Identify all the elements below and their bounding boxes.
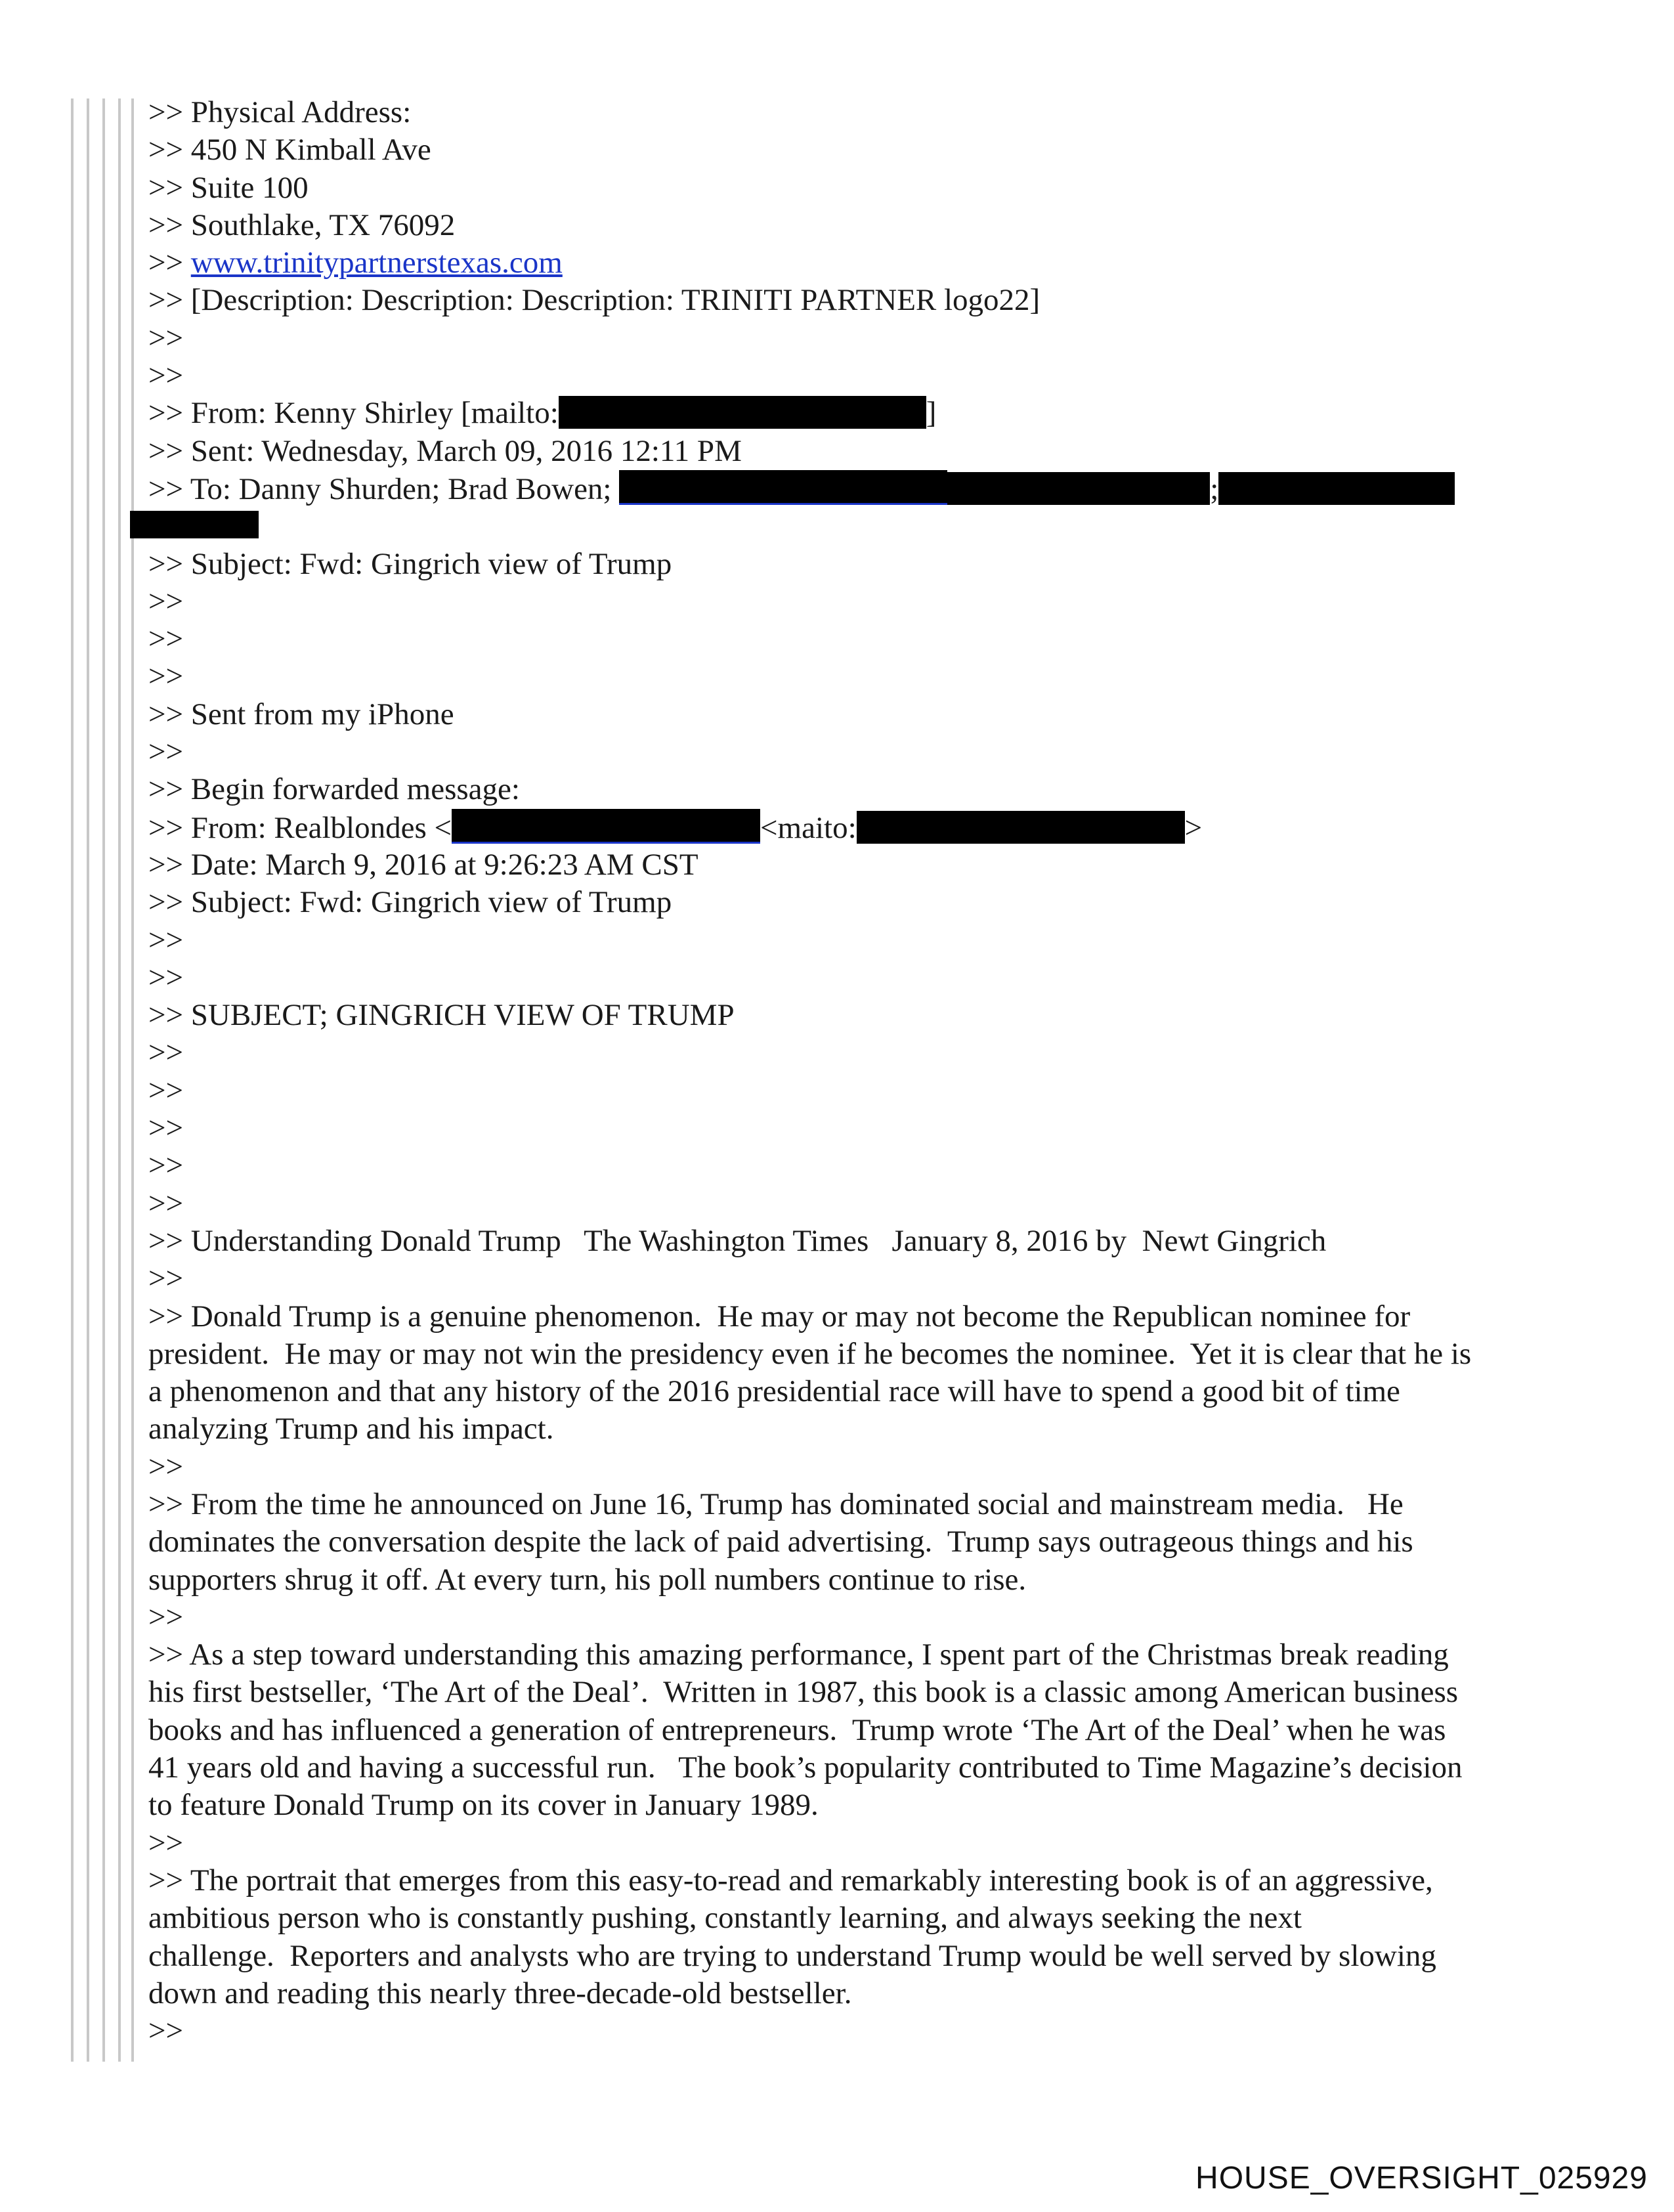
quote-marker: >> — [148, 735, 184, 770]
redaction-box — [1218, 472, 1455, 505]
header-sent: >> Sent: Wednesday, March 09, 2016 12:11 PM — [148, 433, 742, 468]
subject-caps: >> SUBJECT; GINGRICH VIEW OF TRUMP — [148, 998, 735, 1033]
redaction-box — [857, 811, 1185, 844]
forward-subject: >> Subject: Fwd: Gingrich view of Trump — [148, 885, 672, 920]
redaction-box — [619, 470, 947, 505]
quote-marker: >> — [148, 622, 184, 657]
quote-bar — [118, 98, 121, 2062]
quote-marker: >> — [148, 659, 184, 694]
logo-description: >> [Description: Description: Description: TRINITI PARTNER logo22] — [148, 283, 1041, 318]
signature-line: >> www.trinitypartnerstexas.com — [148, 246, 563, 280]
quote-marker: >> — [148, 922, 184, 957]
quote-bar — [87, 98, 89, 2062]
quote-bar — [102, 98, 105, 2062]
quote-bar — [131, 98, 134, 2062]
forward-date: >> Date: March 9, 2016 at 9:26:23 AM CST — [148, 847, 698, 882]
forward-from: >> From: Realblondes < <maito: > — [148, 809, 1573, 846]
article-paragraph: >> From the time he announced on June 16, Trump has dominated social and mainstream media. He dominates the conversation despite the lack of paid advertising. Trump says outrageous things and his supporters shrug it off. At every turn, his poll numbers continue to rise. — [148, 1486, 1413, 1597]
forward-begin: >> Begin forwarded message: — [148, 772, 520, 807]
article-header: >> Understanding Donald Trump The Washington Times January 8, 2016 by Newt Gingrich — [148, 1223, 1327, 1258]
quote-marker: >> — [148, 1073, 184, 1108]
redaction-box — [947, 472, 1210, 505]
redaction-box — [130, 511, 259, 538]
quote-marker: >> — [148, 1186, 184, 1221]
article-paragraph: >> Donald Trump is a genuine phenomenon. He may or may not become the Republican nominee for president. He may or may not win the presidency even if he becomes the nominee. Yet it is clear that he is a phenomenon and that any history of the 2016 presidential race will have to spend a good bit of time analyzing Trump and his impact. — [148, 1299, 1472, 1446]
sent-from-iphone: >> Sent from my iPhone — [148, 697, 454, 731]
article-paragraph: >> The portrait that emerges from this easy-to-read and remarkably interesting book is of an aggressive, ambitious person who is constantly pushing, constantly learning, and always seeking the next challenge. Reporters and analysts who are trying to understand Trump would be well served by slowing down and reading this nearly three-decade-old bestseller. — [148, 1863, 1436, 2010]
quote-marker: >> — [148, 1035, 184, 1070]
quote-marker: >> — [148, 2014, 184, 2049]
email-body — [148, 94, 1573, 2050]
article-paragraph: >> As a step toward understanding this amazing performance, I spent part of the Christmas break reading his first bestseller, ‘The Art of the Deal’. Written in 1987, this book is a classic among American business books and has influenced a generation of entrepreneurs. Trump wrote ‘The Art of the Deal’ when he was 41 years old and having a successful run. The book’s popularity contributed to Time Magazine’s decision to feature Donald Trump on its cover in January 1989. — [148, 1637, 1463, 1823]
redaction-box — [559, 396, 926, 429]
bates-number: HOUSE_OVERSIGHT_025929 — [1195, 2161, 1648, 2196]
quote-marker: >> — [148, 584, 184, 618]
header-subject: >> Subject: Fwd: Gingrich view of Trump — [148, 546, 672, 581]
website-link[interactable]: www.trinitypartnerstexas.com — [190, 246, 563, 280]
quote-marker: >> — [148, 1825, 184, 1860]
quote-marker: >> — [148, 960, 184, 995]
signature-line: >> Physical Address: — [148, 95, 412, 129]
quote-marker: >> — [148, 320, 184, 355]
quote-marker: >> — [148, 1261, 184, 1296]
header-to-continued — [130, 508, 1555, 545]
quote-marker: >> — [148, 1111, 184, 1146]
quote-marker: >> — [148, 1599, 184, 1634]
header-from: >> From: Kenny Shirley [mailto: ] — [148, 396, 937, 431]
signature-line: >> Southlake, TX 76092 — [148, 207, 456, 242]
header-to: >> To: Danny Shurden; Brad Bowen; ; — [148, 470, 1573, 508]
quote-marker: >> — [148, 358, 184, 393]
quote-marker: >> — [148, 1148, 184, 1183]
quote-bar — [71, 98, 74, 2062]
signature-line: >> Suite 100 — [148, 170, 309, 205]
signature-line: >> 450 N Kimball Ave — [148, 133, 431, 167]
quote-marker: >> — [148, 1449, 184, 1484]
redaction-box — [452, 809, 760, 844]
